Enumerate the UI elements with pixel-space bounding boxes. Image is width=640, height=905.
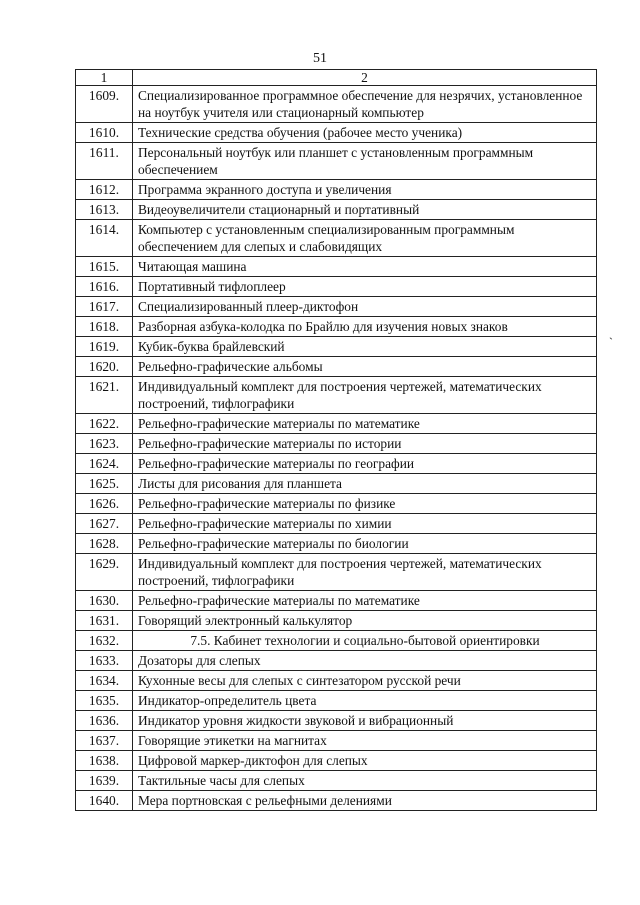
row-number: 1618. xyxy=(76,317,133,337)
table-row xyxy=(76,357,597,377)
item-name: Специализированное программное обеспечение для незрячих, установленное на ноутбук учителя или стационарный компьютер xyxy=(133,86,597,123)
item-name: Говорящий электронный калькулятор xyxy=(133,611,597,631)
row-number: 1627. xyxy=(76,514,133,534)
item-name: Рельефно-графические материалы по математике xyxy=(133,591,597,611)
row-number: 1636. xyxy=(76,711,133,731)
row-number: 1628. xyxy=(76,534,133,554)
item-name: Индикатор уровня жидкости звуковой и вибрационный xyxy=(133,711,597,731)
row-number: 1622. xyxy=(76,414,133,434)
table-row xyxy=(76,86,597,123)
item-name: Кубик-буква брайлевский xyxy=(133,337,597,357)
item-name: Индивидуальный комплект для построения чертежей, математических построений, тифлографики xyxy=(133,377,597,414)
table-row xyxy=(76,611,597,631)
row-number: 1634. xyxy=(76,671,133,691)
row-number: 1637. xyxy=(76,731,133,751)
equipment-table xyxy=(75,69,597,811)
table-row xyxy=(76,200,597,220)
row-number: 1639. xyxy=(76,771,133,791)
table-row xyxy=(76,143,597,180)
item-name: Индивидуальный комплект для построения чертежей, математических построений, тифлографики xyxy=(133,554,597,591)
item-name: Рельефно-графические материалы по биологии xyxy=(133,534,597,554)
row-number: 1616. xyxy=(76,277,133,297)
row-number: 1633. xyxy=(76,651,133,671)
table-header-row xyxy=(76,70,597,86)
table-row xyxy=(76,534,597,554)
item-name: Разборная азбука-колодка по Брайлю для изучения новых знаков xyxy=(133,317,597,337)
item-name: Рельефно-графические материалы по географии xyxy=(133,454,597,474)
row-number: 1625. xyxy=(76,474,133,494)
table-row xyxy=(76,731,597,751)
row-number: 1609. xyxy=(76,86,133,123)
column-header-name: 2 xyxy=(133,70,597,86)
row-number: 1626. xyxy=(76,494,133,514)
item-name: Рельефно-графические альбомы xyxy=(133,357,597,377)
table-row xyxy=(76,317,597,337)
table-row xyxy=(76,711,597,731)
item-name: Кухонные весы для слепых с синтезатором русской речи xyxy=(133,671,597,691)
table-row xyxy=(76,297,597,317)
table-row xyxy=(76,591,597,611)
item-name: Рельефно-графические материалы по химии xyxy=(133,514,597,534)
row-number: 1620. xyxy=(76,357,133,377)
table-row xyxy=(76,123,597,143)
table-row xyxy=(76,277,597,297)
section-heading-row xyxy=(76,631,597,651)
table-row xyxy=(76,337,597,357)
row-number: 1613. xyxy=(76,200,133,220)
row-number: 1610. xyxy=(76,123,133,143)
row-number: 1619. xyxy=(76,337,133,357)
row-number: 1617. xyxy=(76,297,133,317)
item-name: Рельефно-графические материалы по физике xyxy=(133,494,597,514)
row-number: 1631. xyxy=(76,611,133,631)
item-name: Цифровой маркер-диктофон для слепых xyxy=(133,751,597,771)
item-name: Программа экранного доступа и увеличения xyxy=(133,180,597,200)
row-number: 1614. xyxy=(76,220,133,257)
item-name: Рельефно-графические материалы по истории xyxy=(133,434,597,454)
item-name: Говорящие этикетки на магнитах xyxy=(133,731,597,751)
stray-mark: ` xyxy=(609,335,613,349)
table-row xyxy=(76,434,597,454)
table-row xyxy=(76,220,597,257)
section-title: 7.5. Кабинет технологии и социально-бытовой ориентировки xyxy=(133,631,597,651)
row-number: 1612. xyxy=(76,180,133,200)
table-row xyxy=(76,180,597,200)
table-row xyxy=(76,691,597,711)
item-name: Технические средства обучения (рабочее место ученика) xyxy=(133,123,597,143)
table-row xyxy=(76,474,597,494)
row-number: 1615. xyxy=(76,257,133,277)
table-row xyxy=(76,751,597,771)
row-number: 1621. xyxy=(76,377,133,414)
item-name: Читающая машина xyxy=(133,257,597,277)
table-row xyxy=(76,514,597,534)
row-number: 1638. xyxy=(76,751,133,771)
table-row xyxy=(76,414,597,434)
column-header-number: 1 xyxy=(76,70,133,86)
table-row xyxy=(76,651,597,671)
item-name: Специализированный плеер-диктофон xyxy=(133,297,597,317)
table-row xyxy=(76,771,597,791)
row-number: 1624. xyxy=(76,454,133,474)
table-row xyxy=(76,554,597,591)
item-name: Дозаторы для слепых xyxy=(133,651,597,671)
table-row xyxy=(76,257,597,277)
table-row xyxy=(76,377,597,414)
page-number: 51 xyxy=(313,51,327,66)
item-name: Компьютер с установленным специализированным программным обеспечением для слепых и слабовидящих xyxy=(133,220,597,257)
row-number: 1635. xyxy=(76,691,133,711)
table-row xyxy=(76,791,597,811)
item-name: Видеоувеличители стационарный и портативный xyxy=(133,200,597,220)
row-number: 1623. xyxy=(76,434,133,454)
item-name: Рельефно-графические материалы по математике xyxy=(133,414,597,434)
row-number: 1629. xyxy=(76,554,133,591)
table-row xyxy=(76,671,597,691)
table-body xyxy=(76,70,597,811)
item-name: Листы для рисования для планшета xyxy=(133,474,597,494)
item-name: Персональный ноутбук или планшет с установленным программным обеспечением xyxy=(133,143,597,180)
item-name: Индикатор-определитель цвета xyxy=(133,691,597,711)
table-row xyxy=(76,454,597,474)
item-name: Портативный тифлоплеер xyxy=(133,277,597,297)
row-number: 1611. xyxy=(76,143,133,180)
row-number: 1640. xyxy=(76,791,133,811)
item-name: Мера портновская с рельефными делениями xyxy=(133,791,597,811)
item-name: Тактильные часы для слепых xyxy=(133,771,597,791)
row-number: 1630. xyxy=(76,591,133,611)
table-row xyxy=(76,494,597,514)
row-number: 1632. xyxy=(76,631,133,651)
